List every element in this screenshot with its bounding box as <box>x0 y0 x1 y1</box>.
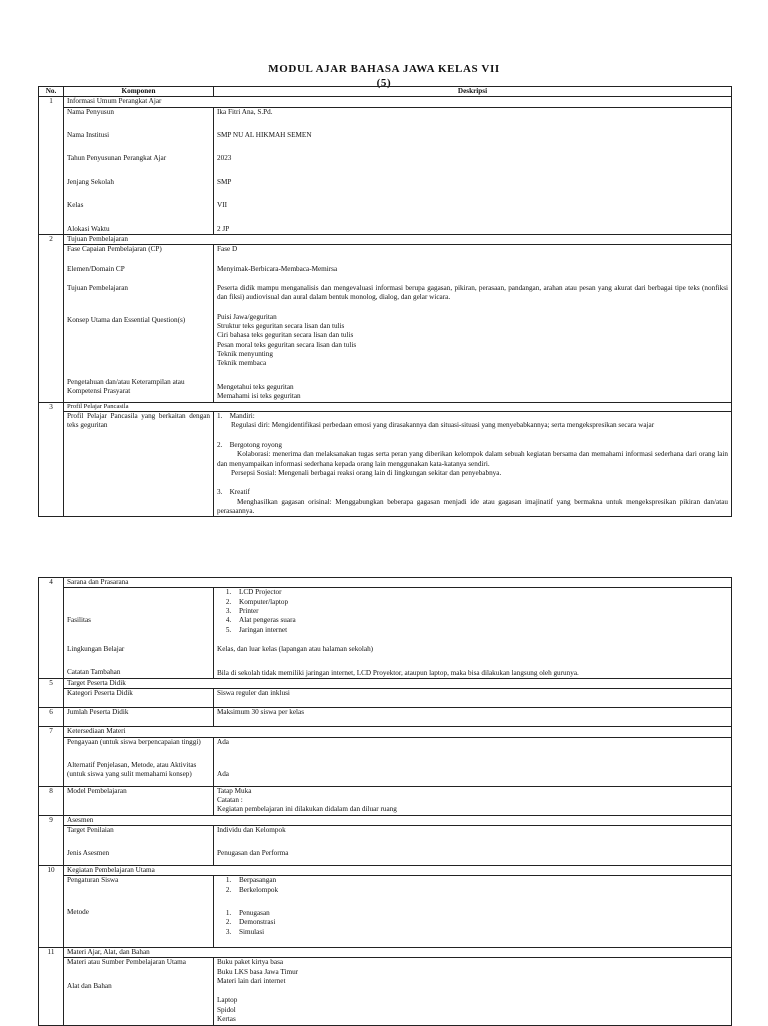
section-5-number: 5 <box>39 678 64 707</box>
title-line-1: MODUL AJAR BAHASA JAWA KELAS VII <box>268 63 500 75</box>
value-jumlah: Maksimum 30 siswa per kelas <box>214 708 732 727</box>
section-1-values <box>214 107 732 234</box>
value-lingkungan: Kelas, dan luar kelas (lapangan atau halaman sekolah) <box>217 645 374 654</box>
section-9-body-row <box>39 826 732 866</box>
table-header-row <box>39 87 732 97</box>
label-lingkungan: Lingkungan Belajar <box>67 644 125 653</box>
section-3-title-row <box>39 402 732 412</box>
profil-item-name: Mandiri: <box>229 412 255 421</box>
metode-item: 3. Simulasi <box>233 928 728 937</box>
section-7-labels <box>64 737 214 786</box>
section-2-body-row <box>39 245 732 402</box>
alat-item: Spidol <box>217 1005 236 1014</box>
label-pengetahuan: Pengetahuan dan/atau Keterampilan atau Kompetensi Prasyarat <box>67 377 185 396</box>
label-target-penilaian: Target Penilaian <box>67 826 114 835</box>
value-jenis-asesmen: Penugasan dan Performa <box>217 849 289 858</box>
section-8-values <box>214 786 732 815</box>
section-10-title-row <box>39 865 732 875</box>
profil-item-name: Bergotong royong <box>229 440 282 449</box>
label-fase-cp: Fase Capaian Pembelajaran (CP) <box>67 245 162 254</box>
section-6-title: Jumlah Peserta Didik <box>64 708 214 727</box>
fasilitas-list <box>217 588 728 635</box>
section-8-number: 8 <box>39 786 64 815</box>
label-metode: Metode <box>67 907 89 916</box>
section-1-number: 1 <box>39 97 64 235</box>
section-7-values <box>214 737 732 786</box>
value-elemen-cp: Menyimak-Berbicara-Membaca-Memirsa <box>217 264 338 273</box>
section-1-title-row <box>39 97 732 107</box>
profil-item-desc: Regulasi diri: Mengidentifikasi perbedaan emosi yang dirasakannya dan situasi-situasi yang menyebabkannya; serta mengekspresikan secara wajar <box>231 421 655 430</box>
konsep-item: Pesan moral teks geguritan secara lisan dan tulis <box>217 340 357 349</box>
section-5-title-row <box>39 678 732 688</box>
section-3-title: Profil Pelajar Pancasila <box>64 402 732 412</box>
label-alternatif: Alternatif Penjelasan, Metode, atau Aktivitas (untuk siswa yang sulit memahami konsep) <box>67 760 197 779</box>
section-3-body-row <box>39 412 732 517</box>
section-7-title-row <box>39 727 732 737</box>
label-konsep-utama: Konsep Utama dan Essential Question(s) <box>67 316 186 325</box>
model-item: Tatap Muka <box>217 786 252 795</box>
section-9-labels <box>64 826 214 866</box>
section-7-number: 7 <box>39 727 64 786</box>
label-tahun: Tahun Penyusunan Perangkat Ajar <box>67 154 167 163</box>
section-2-title-row <box>39 234 732 244</box>
value-kelas: VII <box>217 201 227 210</box>
value-kategori: Siswa reguler dan inklusi <box>214 689 732 708</box>
materi-item: Materi lain dari internet <box>217 977 286 986</box>
section-4-body-row <box>39 588 732 679</box>
metode-item: 2. Demonstrasi <box>233 918 728 927</box>
section-2-values <box>214 245 732 402</box>
profil-item-number: 1. <box>217 412 223 421</box>
label-jenis-asesmen: Jenis Asesmen <box>67 849 110 858</box>
section-11-number: 11 <box>39 947 64 1025</box>
label-nama-institusi: Nama Institusi <box>67 131 110 140</box>
label-kategori: Kategori Peserta Didik <box>64 689 214 708</box>
label-fasilitas: Fasilitas <box>67 616 91 625</box>
section-7-title: Ketersediaan Materi <box>64 727 732 737</box>
value-nama-penyusun: Ika Fitri Ana, S.Pd. <box>217 107 273 116</box>
section-1-body-row <box>39 107 732 234</box>
value-pengayaan: Ada <box>217 737 229 746</box>
section-4-number: 4 <box>39 578 64 679</box>
label-nama-penyusun: Nama Penyusun <box>67 107 114 116</box>
profil-item-name: Kreatif <box>229 488 250 497</box>
label-pengayaan: Pengayaan (untuk siswa berpencapaian tinggi) <box>67 737 201 746</box>
materi-item: Buku paket kirtya basa <box>217 958 284 967</box>
section-11-labels <box>64 958 214 1025</box>
profil-item-number: 2. <box>217 440 223 449</box>
value-tujuan: Peserta didik mampu menganalisis dan mengevaluasi informasi berupa gagasan, pikiran, perasaan, pandangan, arahan atau pesan yang akurat dari berbagai tipe teks (nonfiksi dan fiksi) audiovisual dan aural dalam bentuk monolog, dialog, dan gelar wicara. <box>217 283 728 302</box>
konsep-item: Struktur teks geguritan secara lisan dan tulis <box>217 322 345 331</box>
materi-item: Buku LKS basa Jawa Timur <box>217 967 299 976</box>
section-11-title: Materi Ajar, Alat, dan Bahan <box>64 947 732 957</box>
section-2-title: Tujuan Pembelajaran <box>64 234 732 244</box>
konsep-item: Ciri bahasa teks geguritan secara lisan dan tulis <box>217 331 354 340</box>
fasilitas-item: 3. Printer <box>233 607 728 616</box>
label-kelas: Kelas <box>67 201 84 210</box>
section-11-title-row <box>39 947 732 957</box>
pengaturan-item: 1. Berpasangan <box>233 876 728 885</box>
section-1-title: Informasi Umum Perangkat Ajar <box>64 97 732 107</box>
value-jenjang: SMP <box>217 177 232 186</box>
section-10-title: Kegiatan Pembelajaran Utama <box>64 865 732 875</box>
section-7-body-row <box>39 737 732 786</box>
section-4-labels <box>64 588 214 679</box>
section-4-title: Sarana dan Prasarana <box>64 578 732 588</box>
title-line-2: (5) <box>376 77 392 89</box>
profil-item-gotong-royong <box>217 441 728 450</box>
section-6-row <box>39 708 732 727</box>
section-2-number: 2 <box>39 234 64 402</box>
label-alat-bahan: Alat dan Bahan <box>67 981 112 990</box>
profil-item-desc: Kolaborasi: menerima dan melaksanakan tugas serta peran yang diberikan kelompok dalam sebuah kegiatan bersama dan memahami informasi sederhana dari orang lain dan menyampaikan informasi sederhana kepada orang lain menggunakan kata-katanya sendiri. <box>217 450 728 468</box>
header-komponen: Komponen <box>64 87 214 97</box>
section-5-title: Target Peserta Didik <box>64 678 732 688</box>
label-elemen-cp: Elemen/Domain CP <box>67 264 125 273</box>
section-1-labels <box>64 107 214 234</box>
section-10-number: 10 <box>39 865 64 947</box>
value-alternatif: Ada <box>217 769 229 778</box>
profil-item-number: 3. <box>217 488 223 497</box>
konsep-item: Teknik menyunting <box>217 350 273 359</box>
section-10-values <box>214 876 732 948</box>
section-9-title-row <box>39 815 732 825</box>
value-catatan: Bila di sekolah tidak memiliki jaringan internet, LCD Proyektor, ataupun laptop, maka bisa dilakukan langsung oleh gurunya. <box>217 668 579 677</box>
label-jenjang: Jenjang Sekolah <box>67 177 114 186</box>
value-tahun: 2023 <box>217 154 232 163</box>
section-9-values <box>214 826 732 866</box>
konsep-item: Puisi Jawa/geguritan <box>217 312 277 321</box>
header-deskripsi: Deskripsi <box>214 87 732 97</box>
section-2-labels <box>64 245 214 402</box>
section-3-values <box>214 412 732 517</box>
section-8-title: Model Pembelajaran <box>64 786 214 815</box>
value-target-penilaian: Individu dan Kelompok <box>217 826 286 835</box>
section-3-number: 3 <box>39 402 64 517</box>
model-item: Catatan : <box>217 796 243 805</box>
section-9-number: 9 <box>39 815 64 865</box>
alat-item: Laptop <box>217 996 238 1005</box>
section-4-title-row <box>39 578 732 588</box>
pengetahuan-item: Mengetahui teks geguritan <box>217 382 294 391</box>
konsep-item: Teknik membaca <box>217 359 267 368</box>
fasilitas-item: 4. Alat pengeras suara <box>233 616 728 625</box>
pengetahuan-item: Memahami isi teks geguritan <box>217 392 301 401</box>
section-5-body-row <box>39 689 732 708</box>
profil-item-desc: Menghasilkan gagasan orisinal: Menggabungkan beberapa gagasan menjadi ide atau gagasan imajinatif yang bermakna untuk mengekspresikan pikiran dan/atau perasaannya. <box>217 497 728 515</box>
module-table-part-2 <box>38 577 732 1026</box>
section-4-values <box>214 588 732 679</box>
section-10-labels <box>64 876 214 948</box>
alat-item: Kertas <box>217 1015 236 1024</box>
profil-item-mandiri <box>217 412 728 421</box>
label-pengaturan-siswa: Pengaturan Siswa <box>67 876 119 885</box>
section-3-label: Profil Pelajar Pancasila yang berkaitan dengan teks geguritan <box>64 412 214 517</box>
section-9-title: Asesmen <box>64 815 732 825</box>
metode-list <box>217 909 728 937</box>
label-catatan: Catatan Tambahan <box>67 668 121 677</box>
label-materi-sumber: Materi atau Sumber Pembelajaran Utama <box>67 958 186 967</box>
section-6-number: 6 <box>39 708 64 727</box>
value-fase-cp: Fase D <box>217 245 238 254</box>
module-table-part-1 <box>38 86 732 517</box>
fasilitas-item: 1. LCD Projector <box>233 588 728 597</box>
section-10-body-row <box>39 876 732 948</box>
fasilitas-item: 5. Jaringan internet <box>233 626 728 635</box>
label-tujuan: Tujuan Pembelajaran <box>67 283 129 292</box>
section-11-values <box>214 958 732 1025</box>
fasilitas-item: 2. Komputer/laptop <box>233 598 728 607</box>
pengaturan-list <box>217 876 728 895</box>
section-11-body-row <box>39 958 732 1025</box>
model-item: Kegiatan pembelajaran ini dilakukan didalam dan diluar ruang <box>217 805 397 814</box>
metode-item: 1. Penugasan <box>233 909 728 918</box>
section-8-row <box>39 786 732 815</box>
profil-item-desc-2: Persepsi Sosial: Mengenali berbagai reaksi orang lain di lingkungan sekitar dan penyebabnya. <box>231 468 502 477</box>
header-no: No. <box>39 87 64 97</box>
pengaturan-item: 2. Berkelompok <box>233 886 728 895</box>
value-nama-institusi: SMP NU AL HIKMAH SEMEN <box>217 131 312 140</box>
label-alokasi: Alokasi Waktu <box>67 224 110 233</box>
profil-item-kreatif <box>217 488 728 497</box>
value-alokasi: 2 JP <box>217 224 230 233</box>
